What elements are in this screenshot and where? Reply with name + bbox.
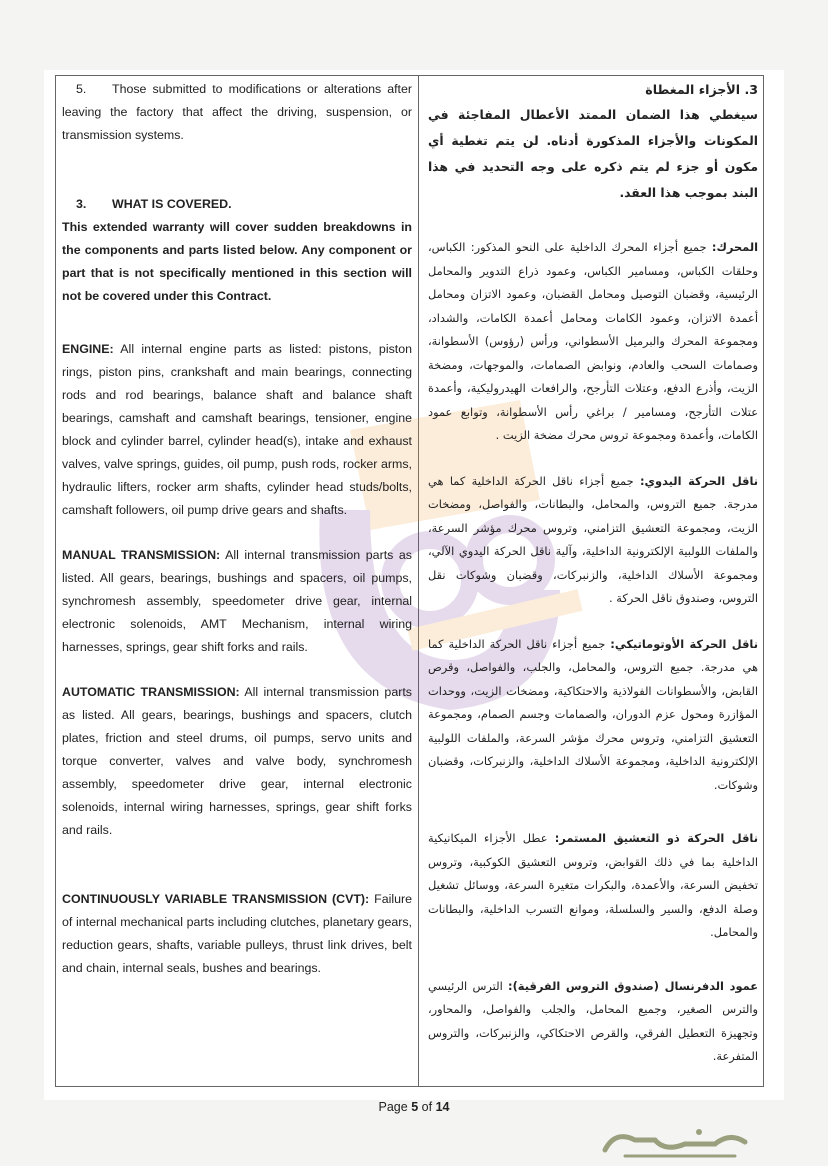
- page-number: [0, 1100, 828, 1114]
- haraj-logo-icon: [595, 1122, 755, 1162]
- arabic-engine-text: جميع أجزاء المحرك الداخلية على النحو المذكور: الكباس، وحلقات الكباس، ومسامير الكباس، وعمود ذراع التدوير والمحامل الرئيسية، وقضبان التوصيل ومحامل القضبان، وعمود الاتزان ومحامل أعمدة الاتزان، وعمود الكامات ومحامل أعمدة الكامات، والشداد، ومجموعة المحرك والبرميل الأسطواني، ورأس (رؤوس) الأسطوانة، وصمامات السحب والعادم، ونوابض الصمامات، والموجهات، ومضخة الزيت، وأذرع الدفع، وعتلات التأرجح، والرافعات الهيدروليكية، وأعمدة عتلات التأرجح، ومسامير / براغي رأس الأسطوانة، وتوابع عمود الكامات، وأعمدة ومجموعة تروس محرك مضخة الزيت .: [428, 240, 758, 442]
- arabic-automatic-label: ناقل الحركة الأوتوماتيكي:: [610, 636, 758, 651]
- arabic-manual-text: جميع أجزاء ناقل الحركة الداخلية كما هي مدرجة. جميع التروس، والمحامل، والبطانات، والفواصل، ومضخات الزيت، ومجموعة التعشيق التزامني، وتروس محرك مؤشر السرعة، والملفات اللولبية الإلكترونية الداخلية، وآلية ناقل الحركة اليدوي الآلي، ومجموعة الأسلاك الداخلية، والزنبركات، وقضبان وشوكات نقل التروس، وصندوق ناقل الحركة .: [428, 473, 758, 605]
- arabic-section-heading: 3. الأجزاء المغطاة: [645, 82, 758, 97]
- section-number: 3.: [76, 197, 87, 211]
- automatic-transmission-text: All internal transmission parts as listed. All gears, bearings, bushings and spacers, clutch plates, friction and steel drums, oil pumps, servo units and torque converter, valves and valve body, synchromesh assembly, speedometer drive gear, internal electronic solenoids, internal wiring harnesses, springs, gear shift forks and rails.: [62, 685, 412, 837]
- section-heading: [62, 193, 412, 216]
- exclusion-item-5: [62, 78, 412, 147]
- cvt-paragraph: [62, 888, 412, 980]
- arabic-manual-label: ناقل الحركة اليدوي:: [640, 473, 758, 488]
- item-number: 5.: [76, 82, 87, 96]
- engine-paragraph: [62, 338, 412, 522]
- engine-text: All internal engine parts as listed: pistons, piston rings, piston pins, crankshaft and main bearings, connecting rods and rod bearings, balance shaft and balance shaft bearings, camshaft and camshaft bearings, tensioner, engine block and cylinder barrel, cylinder head(s), intake and exhaust valves, valve springs, guides, oil pump, push rods, rocker arms, hydraulic lifters, rocker arm shafts, cylinder head studs/bolts, camshaft followers, oil pump drive gears and shafts.: [62, 342, 412, 517]
- arabic-differential-label: عمود الدفرنسال (صندوق التروس الفرقية):: [508, 978, 758, 993]
- arabic-column: [428, 78, 758, 1069]
- page-total: 14: [435, 1100, 450, 1114]
- manual-transmission-text: All internal transmission parts as listed. All gears, bearings, bushings and spacers, oil pumps, synchromesh assembly, speedometer drive gear, internal electronic solenoids, AMT Mechanism, internal wiring harnesses, springs, gear shift forks and rails.: [62, 548, 412, 654]
- coverage-intro: This extended warranty will cover sudden breakdowns in the components and parts listed below. Any component or part that is not specifically mentioned in this section will not be covered under this Contract.: [62, 220, 412, 303]
- automatic-transmission-label: AUTOMATIC TRANSMISSION:: [62, 685, 240, 699]
- column-divider: [418, 75, 419, 1087]
- page-current: 5: [411, 1100, 419, 1114]
- cvt-label: CONTINUOUSLY VARIABLE TRANSMISSION (CVT):: [62, 892, 370, 906]
- automatic-transmission-paragraph: [62, 681, 412, 842]
- english-column: [62, 78, 412, 980]
- arabic-differential-text: الترس الرئيسي والترس الصغير، وجميع المحامل، والجلب والفواصل، والمحاور، وتجهيزة التعطيل الفرقي، والقرص الاحتكاكي، والزنبركات، والتروس المتفرعة.: [428, 978, 758, 1063]
- section-title: WHAT IS COVERED.: [112, 197, 232, 211]
- arabic-automatic-paragraph: [428, 633, 758, 798]
- arabic-coverage-intro: سيغطي هذا الضمان الممتد الأعطال المفاجئة في المكونات والأجزاء المذكورة أدناه. لن يتم تغطية أي مكون أو جزء لم يتم ذكره على وجه التحديد في هذا البند بموجب هذا العقد.: [428, 107, 758, 200]
- arabic-cvt-paragraph: [428, 827, 758, 945]
- arabic-cvt-text: عطل الأجزاء الميكانيكية الداخلية بما في ذلك القوابض، وتروس التعشيق الكوكبية، وتروس تخفيض السرعة، والأعمدة، والبكرات متغيرة السرعة، ووسائل تشغيل وصلة الدفع، والسير والسلسلة، وموانع التسرب الداخلية، والبطانات والمحامل.: [428, 831, 758, 939]
- arabic-manual-paragraph: [428, 470, 758, 611]
- arabic-cvt-label: ناقل الحركة ذو التعشيق المستمر:: [554, 831, 758, 845]
- page-label: Page: [378, 1100, 408, 1114]
- item-text: Those submitted to modifications or alterations after leaving the factory that affect the driving, suspension, or transmission systems.: [62, 82, 412, 142]
- cvt-text: Failure of internal mechanical parts including clutches, planetary gears, reduction gears, shafts, variable pulleys, thrust link drives, belt and chain, internal seals, bushes and bearings.: [62, 892, 412, 975]
- manual-transmission-paragraph: [62, 544, 412, 659]
- arabic-differential-paragraph: [428, 975, 758, 1069]
- manual-transmission-label: MANUAL TRANSMISSION:: [62, 548, 221, 562]
- engine-label: ENGINE:: [62, 342, 114, 356]
- page-of: of: [421, 1100, 433, 1114]
- arabic-engine-label: المحرك:: [711, 240, 758, 254]
- arabic-automatic-text: جميع أجزاء ناقل الحركة الداخلية كما هي مدرجة. جميع التروس، والمحامل، والجلب، والفواصل، وقرص القابض، والأسطوانات الفولاذية والاحتكاكية، ومضخات الزيت، ووحدات المؤازرة ومحول عزم الدوران، والصمامات وجسم الصمام، ومجموعة التعشيق التزامني، وتروس محرك مؤشر السرعة، والملفات اللولبية الإلكترونية الداخلية، ومجموعة الأسلاك الداخلية، والزنبركات، وقضبان وشوكات.: [428, 636, 758, 792]
- arabic-engine-paragraph: [428, 236, 758, 448]
